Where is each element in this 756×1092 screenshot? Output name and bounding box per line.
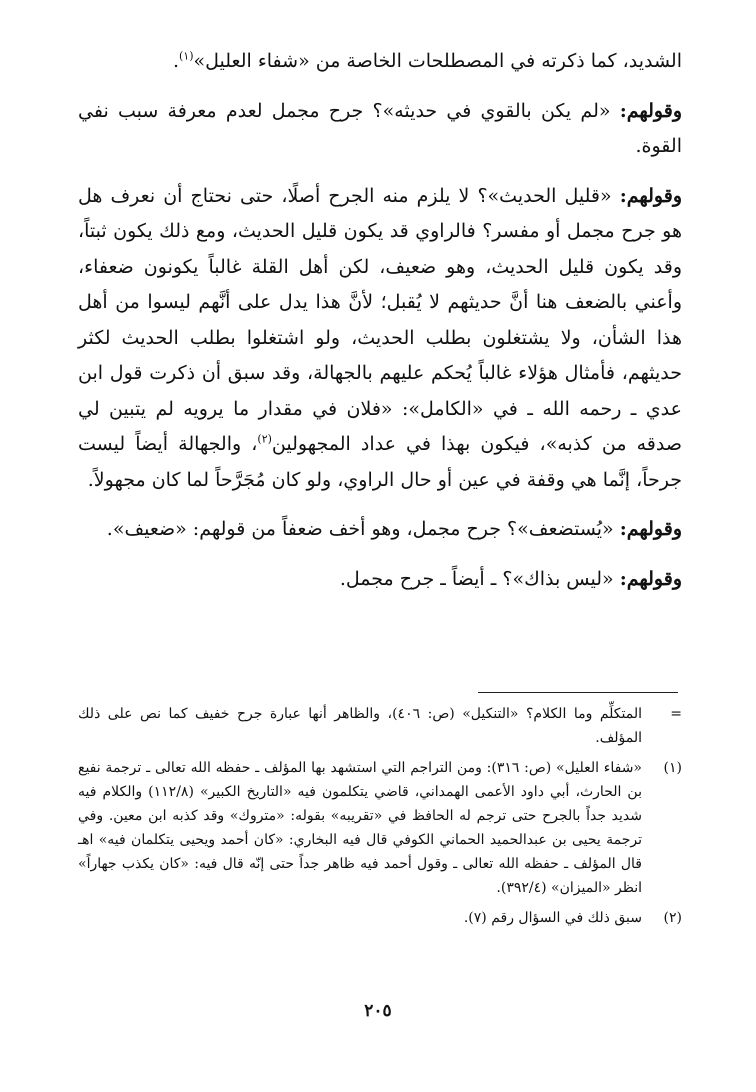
paragraph-1-text: الشديد، كما ذكرته في المصطلحات الخاصة من «شفاء العليل» bbox=[193, 50, 682, 72]
paragraph-3-keyword: وقولهم: bbox=[619, 184, 682, 207]
footnote-text: المتكلِّم وما الكلام؟ «التنكيل» (ص: ٤٠٦)، والظاهر أنها عبارة جرح خفيف كما نص على ذلك المؤلف. bbox=[78, 706, 642, 746]
footnote-separator bbox=[478, 692, 678, 693]
footnote-ref-2[interactable]: (٢) bbox=[257, 432, 272, 446]
footnotes bbox=[78, 702, 682, 936]
paragraph-4-text: «يُستضعف»؟ جرح مجمل، وهو أخف ضعفاً من قولهم: «ضعيف». bbox=[106, 518, 620, 540]
paragraph-4-keyword: وقولهم: bbox=[619, 518, 682, 540]
paragraph-4 bbox=[78, 512, 682, 548]
page-number: ٢٠٥ bbox=[364, 1001, 392, 1021]
footnote-marker: (١) bbox=[663, 760, 682, 776]
paragraph-1 bbox=[78, 44, 682, 80]
footnote-text: سبق ذلك في السؤال رقم (٧). bbox=[463, 910, 642, 926]
paragraph-5-text: «ليس بذاك»؟ ـ أيضاً ـ جرح مجمل. bbox=[339, 567, 620, 590]
paragraph-3 bbox=[78, 179, 682, 499]
paragraph-3-text-a: «قليل الحديث»؟ لا يلزم منه الجرح أصلًا، حتى نحتاج أن نعرف هل هو جرح مجمل أو مفسر؟ فالراوي قد يكون قليل الحديث، ومع ذلك يكون ثبتاً، وقد يكون قليل الحديث، وهو ضعيف، لكن أهل القلة غالباً يكونون ضعفاء، وأعني بالضعف هنا أنَّ حديثهم لا يُقبل؛ لأنَّ هذا يدل على أنَّهم ليسوا من أهل هذا الشأن، ولا يشتغلون بطلب الحديث، ولو اشتغلوا بطلب الحديث لكثر حديثهم، فأمثال هؤلاء غالباً يُحكم عليهم بالجهالة، وقد سبق أن ذكرت قول ابن عدي ـ رحمه الله ـ في «الكامل»: «فلان في مقدار ما يرويه لم يتبين لي صدقه من كذبه»، فيكون بهذا في عداد المجهولين bbox=[78, 184, 682, 455]
paragraph-5 bbox=[78, 562, 682, 598]
footnote-marker: = bbox=[670, 706, 682, 722]
paragraph-3-text-b: ، والجهالة أيضاً ليست جرحاً، إنَّما هي وقفة في عين أو حال الراوي، ولو كان مُجَرَّحاً لما كان مجهولاً. bbox=[78, 433, 682, 491]
footnote-marker: (٢) bbox=[663, 910, 682, 926]
footnote-ref-1[interactable]: (١) bbox=[179, 49, 194, 63]
main-text bbox=[78, 44, 682, 597]
paragraph-5-keyword: وقولهم: bbox=[619, 567, 682, 590]
paragraph-2-keyword: وقولهم: bbox=[619, 99, 682, 122]
footnote-text: «شفاء العليل» (ص: ٣١٦): ومن التراجم التي استشهد بها المؤلف ـ حفظه الله تعالى ـ ترجمة نفيع بن الحارث، أبي داود الأعمى الهمداني، قاضي يتكلمون فيه «التاريخ الكبير» (١١٢/٨) والكلام فيه شديد جداً بالجرح حتى ترجم له الحافظ في «تقريبه» بقوله: «متروك» وقد كذبه ابن معين. وفي ترجمة يحيى بن عبدالحميد الحماني الكوفي قال فيه البخاري: «كان أحمد ويحيى يتكلمان فيه» اهـ قال المؤلف ـ حفظه الله تعالى ـ وقول أحمد فيه ظاهر جداً حتى إنّه قال فيه: «كان يكذب جهاراً» انظر «الميزان» (٣٩٢/٤). bbox=[78, 760, 642, 896]
paragraph-2 bbox=[78, 94, 682, 165]
footnote-1 bbox=[78, 756, 682, 900]
paragraph-2-text: «لم يكن بالقوي في حديثه»؟ جرح مجمل لعدم معرفة سبب نفي القوة. bbox=[78, 99, 682, 157]
footnote-continuation bbox=[78, 702, 682, 750]
paragraph-1-end: . bbox=[172, 50, 179, 72]
footnote-2 bbox=[78, 906, 682, 930]
